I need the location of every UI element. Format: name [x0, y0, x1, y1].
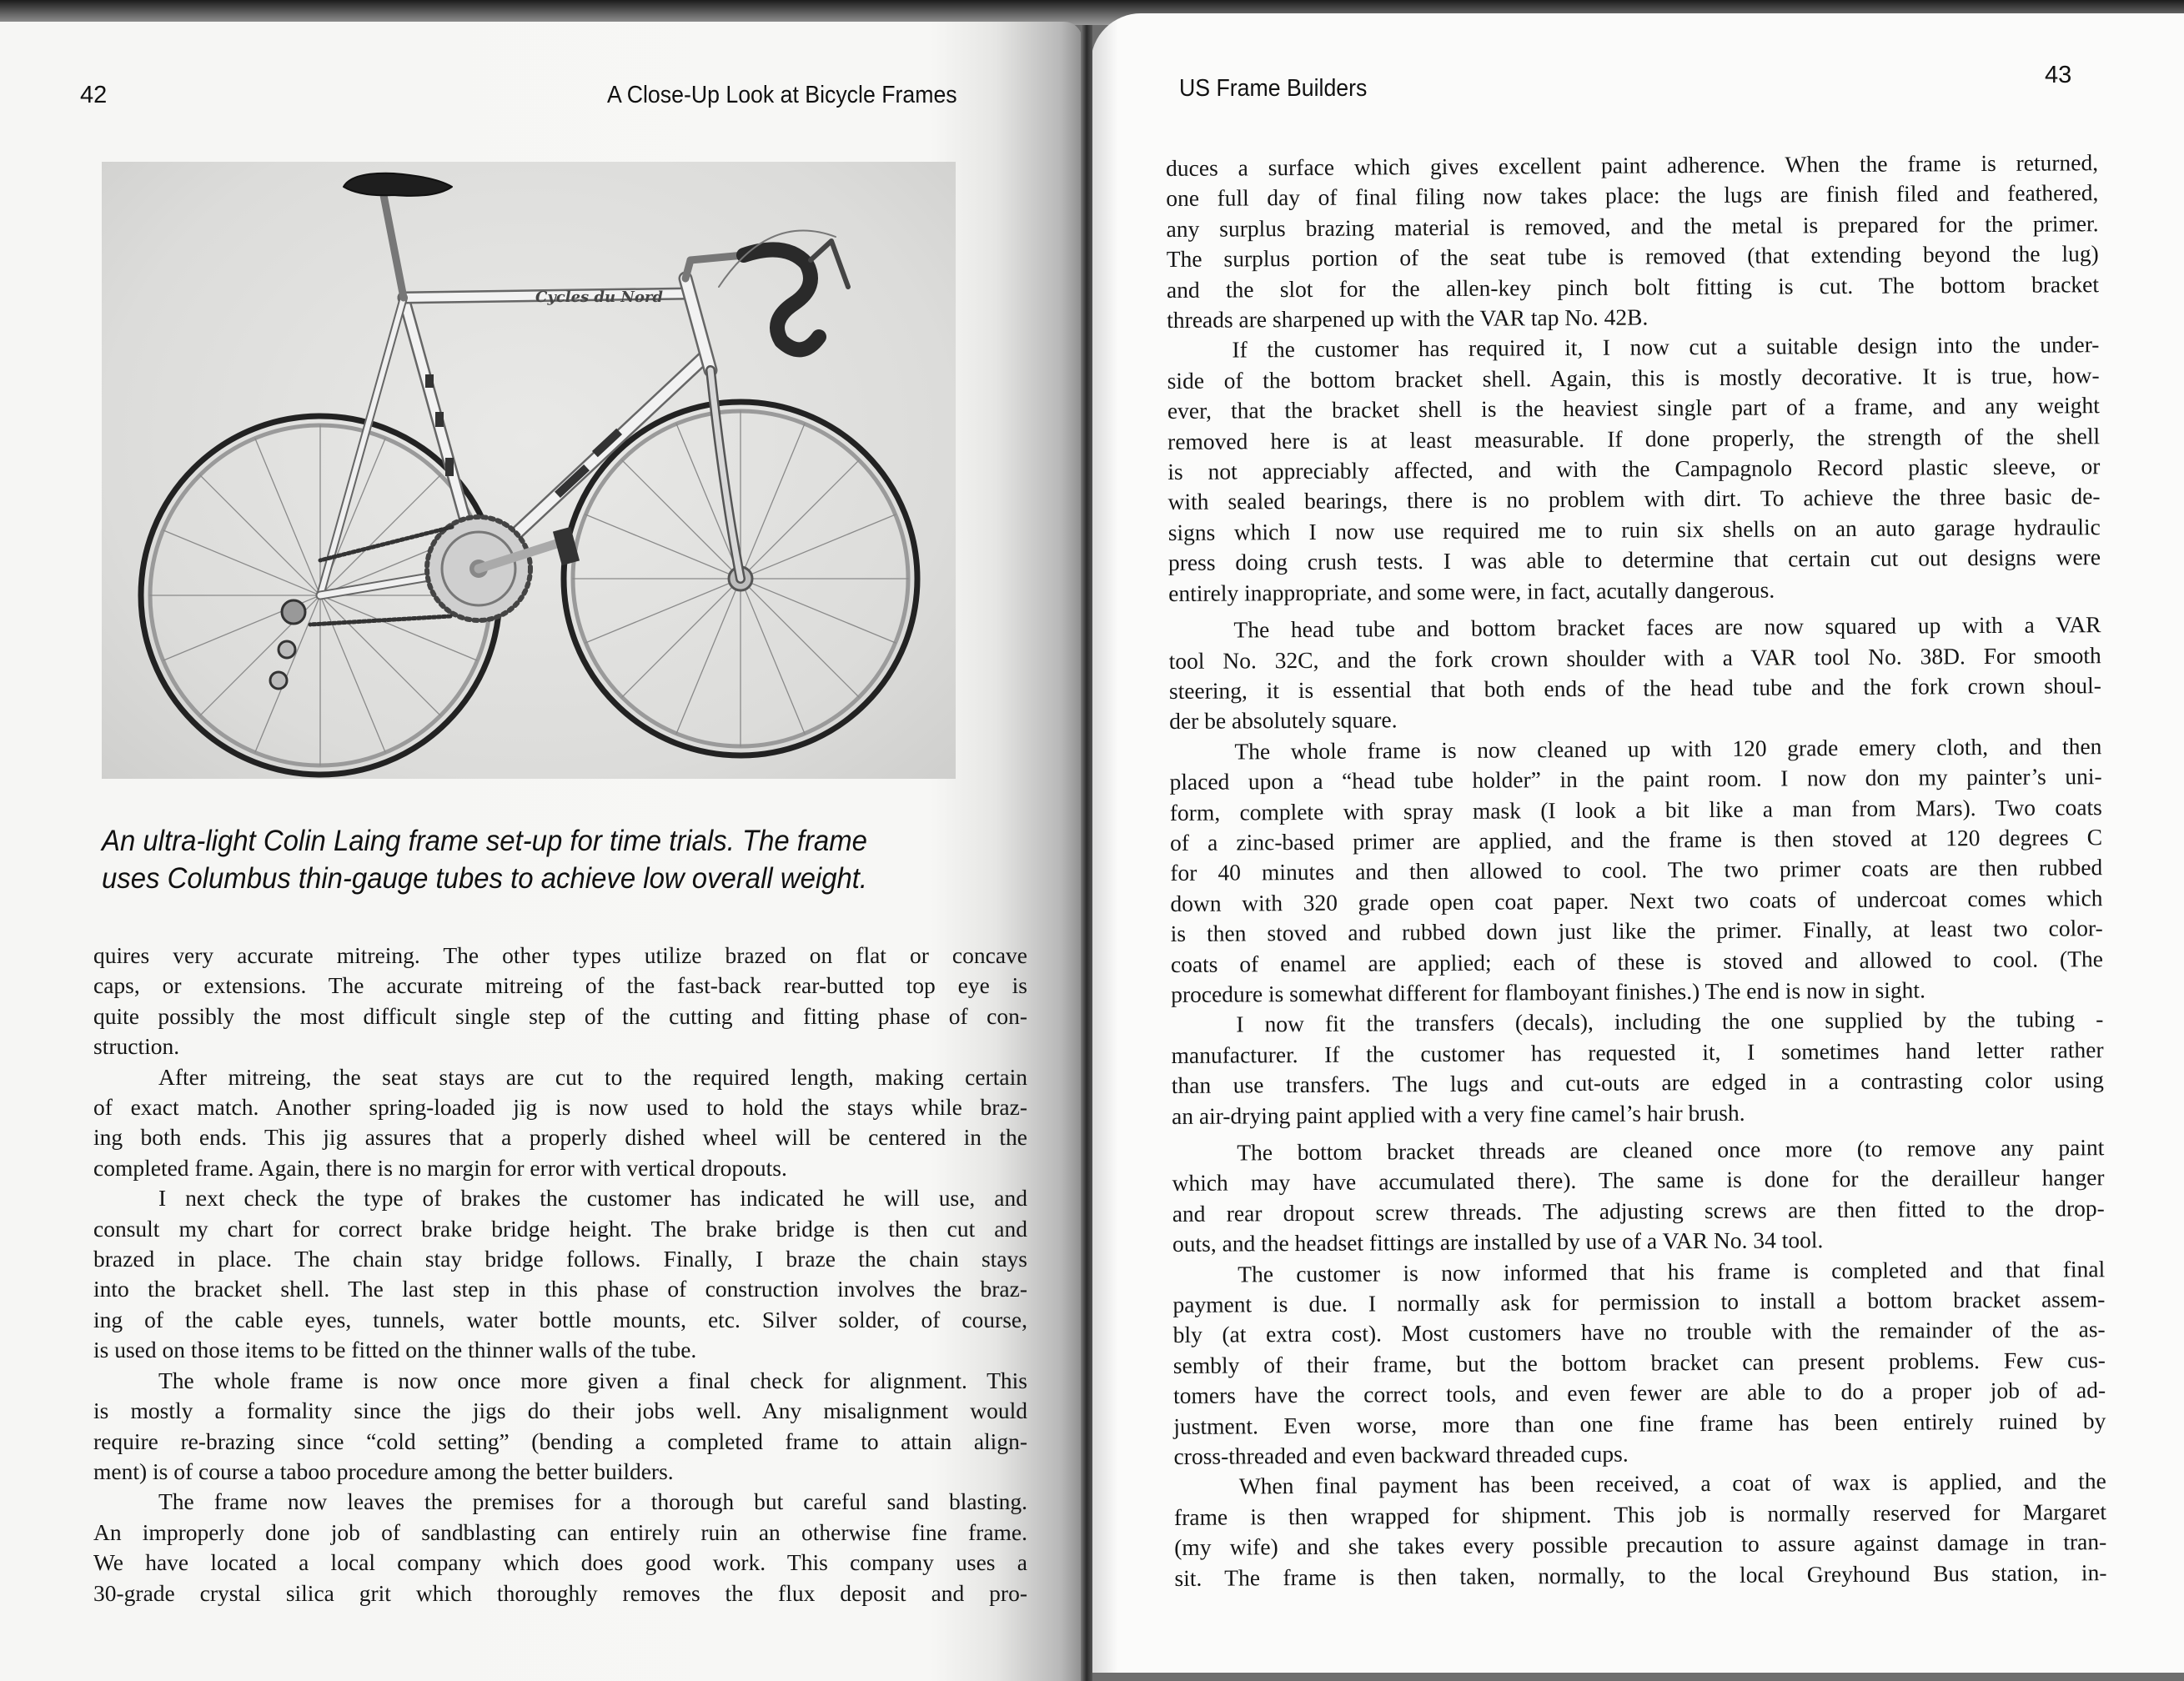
text-line: press doing crush tests. I was able to determine that certain cut out designs were: [1167, 544, 2101, 576]
paragraph: [1166, 148, 2099, 335]
text-line: sembly of their frame, but the bottom bracket can present problems. Few cus-: [1172, 1346, 2106, 1378]
caption-line: uses Columbus thin-gauge tubes to achieve low overall weight.: [102, 862, 868, 895]
paragraph: [1172, 1254, 2106, 1473]
text-line: require re-brazing since “cold setting” (bending a completed frame to attain align-: [93, 1428, 1027, 1454]
text-line: form, complete with spray mask (I look a bit like a man from Mars). Two coats: [1169, 793, 2102, 825]
text-line: outs, and the headset fittings are installed by use of a VAR No. 34 tool.: [1172, 1227, 1824, 1257]
running-head: A Close-Up Look at Bicycle Frames: [607, 82, 957, 108]
text-line: ever, that the bracket shell is the heaviest single part of a frame, and any weight: [1167, 392, 2100, 424]
text-line: quires very accurate mitreing. The other types utilize brazed on flat or concave: [93, 942, 1027, 968]
text-line: consult my chart for correct brake bridge height. The brake bridge is then cut and: [93, 1215, 1027, 1242]
text-line: sit. The frame is then taken, normally, to the local Greyhound Bus station, in-: [1174, 1558, 2107, 1591]
paragraph: [93, 1062, 1027, 1184]
text-line: threads are sharpened up with the VAR tap No. 42B.: [1167, 304, 1649, 334]
left-page-body-text: [93, 941, 1027, 1608]
pedal: [553, 527, 580, 565]
figure-caption: [102, 822, 948, 897]
text-line: entirely inappropriate, and some were, in fact, acutally dangerous.: [1168, 576, 1775, 606]
text-line: If the customer has required it, I now cut a suitable design into the under-: [1232, 331, 2100, 363]
text-line: signs which I now use required me to ruin six shells on an auto garage hydraulic: [1167, 514, 2101, 545]
text-line: After mitreing, the seat stays are cut to the required length, making certain: [158, 1063, 1027, 1090]
text-line: is mostly a formality since the jigs do their jobs well. Any misalignment would: [93, 1397, 1027, 1424]
book-gutter: [1081, 25, 1092, 1681]
text-line: ing both ends. This jig assures that a properly dished wheel will be centered in the: [93, 1124, 1027, 1151]
text-line: is not appreciably affected, and with the Campagnolo Record plastic sleeve, or: [1167, 453, 2101, 485]
text-line: manufacturer. If the customer has requested it, I sometimes hand letter rather: [1171, 1036, 2104, 1068]
text-line: quite possibly the most difficult single step of the cutting and fitting phase of con-: [93, 1002, 1027, 1029]
paragraph: [1168, 610, 2101, 736]
text-line: (my wife) and she takes every possible precaution to assure against damage in tran-: [1174, 1528, 2107, 1561]
text-line: an air-drying paint applied with a very fine camel’s hair brush.: [1171, 1099, 1745, 1129]
text-line: any surplus brazing material is removed, and the metal is prepared for the primer.: [1166, 209, 2099, 242]
text-line: cross-threaded and even backward threaded cups.: [1173, 1440, 1629, 1470]
text-line: The whole frame is now once more given a final check for alignment. This: [158, 1367, 1027, 1393]
paragraph: [93, 941, 1027, 1062]
text-line: coats of enamel are applied; each of these is stoved and allowed to cool. (The: [1170, 945, 2104, 977]
text-line: completed frame. Again, there is no margin for error with vertical dropouts.: [93, 1154, 787, 1181]
text-line: ing of the cable eyes, tunnels, water bottle mounts, etc. Silver solder, of course,: [93, 1306, 1027, 1332]
saddle: [344, 173, 452, 196]
text-line: frame is then wrapped for shipment. This job is normally reserved for Margaret: [1173, 1498, 2107, 1530]
text-line: bly (at extra cost). Most customers have no trouble with the remainder of the as-: [1172, 1316, 2106, 1348]
text-line: I now fit the transfers (decals), including the one supplied by the tubing -: [1236, 1006, 2104, 1037]
text-line: justment. Even worse, more than one fine frame has been entirely ruined by: [1173, 1407, 2106, 1439]
text-line: brazed in place. The chain stay bridge follows. Finally, I braze the chain stays: [93, 1246, 1027, 1272]
text-line: procedure is somewhat different for flamboyant finishes.) The end is now in sight.: [1171, 976, 1925, 1007]
bicycle-photo: [102, 162, 956, 779]
text-line: one full day of final filing now takes place: the lugs are finish filed and feathered,: [1166, 179, 2099, 212]
text-line: which may have accumulated there). The same is done for the derailleur hanger: [1172, 1164, 2105, 1197]
bicycle-illustration: [102, 162, 956, 779]
text-line: of exact match. Another spring-loaded jig is now used to hold the stays while braz-: [93, 1094, 1027, 1121]
text-line: duces a surface which gives excellent paint adherence. When the frame is returned,: [1166, 149, 2099, 181]
paragraph: [1167, 330, 2101, 609]
caption-line: An ultra-light Colin Laing frame set-up for time trials. The frame: [102, 825, 867, 857]
text-line: The bottom bracket threads are cleaned once more (to remove any paint: [1237, 1134, 2105, 1166]
paragraph: [1169, 731, 2103, 1010]
text-line: for 40 minutes and then allowed to cool. The two primer coats are then rubbed: [1170, 854, 2103, 886]
text-line: and rear dropout screw threads. The adjusting screws are then fitted to the drop-: [1172, 1194, 2105, 1227]
text-line: struction.: [93, 1033, 180, 1060]
page-number: 43: [2045, 62, 2072, 88]
text-line: removed here is at least measurable. If done properly, the strength of the shell: [1167, 422, 2101, 454]
text-line: I next check the type of brakes the customer has indicated he will use, and: [158, 1185, 1027, 1212]
text-line: tool No. 32C, and the fork crown shoulder with a VAR tool No. 38D. For smooth: [1168, 641, 2101, 674]
text-line: of a zinc-based primer are applied, and the frame is then stoved at 120 degrees C: [1169, 824, 2103, 856]
text-line: The frame now leaves the premises for a thorough but careful sand blasting.: [158, 1488, 1027, 1515]
text-line: tomers have the correct tools, and even fewer are able to do a proper job of ad-: [1173, 1377, 2106, 1409]
text-line: is then stoved and rubbed down just like the primer. Finally, at least two color-: [1170, 915, 2103, 947]
text-line: steering, it is essential that both ends of the head tube and the fork crown shoul-: [1168, 672, 2102, 704]
text-line: 30-grade crystal silica grit which thoroughly removes the flux deposit and pro-: [93, 1579, 1027, 1606]
text-line: with sealed bearings, there is no problem with dirt. To achieve the three basic de-: [1167, 483, 2101, 515]
right-page-body-text: [1166, 148, 2107, 1593]
text-line: payment is due. I normally ask for permission to install a bottom bracket assem-: [1172, 1286, 2106, 1318]
text-line: caps, or extensions. The accurate mitreing of the fast-back rear-butted top eye is: [93, 972, 1027, 999]
text-line: than use transfers. The lugs and cut-outs are edged in a contrasting color using: [1171, 1066, 2104, 1099]
text-line: side of the bottom bracket shell. Again, this is mostly decorative. It is true, how-: [1167, 362, 2100, 394]
page-number: 42: [80, 82, 108, 108]
text-line: When final payment has been received, a coat of wax is applied, and the: [1238, 1468, 2106, 1499]
text-line: down with 320 grade open coat paper. Next two coats of undercoat comes which: [1170, 884, 2103, 916]
handlebar: [744, 249, 819, 349]
text-line: into the bracket shell. The last step in this phase of construction involves the braz-: [93, 1276, 1027, 1302]
bicycle-frame: [320, 195, 744, 595]
top-tube-decal: Cycles du Nord: [535, 289, 663, 306]
text-line: der be absolutely square.: [1169, 706, 1398, 735]
running-head: US Frame Builders: [1179, 75, 1368, 102]
paragraph: [93, 1183, 1027, 1365]
text-line: An improperly done job of sandblasting can entirely ruin an otherwise fine frame.: [93, 1518, 1027, 1545]
text-line: The head tube and bottom bracket faces are now squared up with a VAR: [1233, 611, 2101, 643]
paragraph: [1172, 1132, 2105, 1259]
text-line: ment) is of course a taboo procedure among the better builders.: [93, 1458, 674, 1484]
paragraph: [93, 1487, 1027, 1608]
text-line: The surplus portion of the seat tube is removed (that extending beyond the lug): [1166, 240, 2099, 273]
text-line: The customer is now informed that his frame is completed and that final: [1238, 1255, 2106, 1287]
paragraph: [1171, 1005, 2104, 1132]
paragraph: [93, 1366, 1027, 1488]
text-line: The whole frame is now cleaned up with 120 grade emery cloth, and then: [1234, 732, 2102, 765]
text-line: and the slot for the allen-key pinch bolt fitting is cut. The bottom bracket: [1166, 270, 2100, 303]
text-line: is used on those items to be fitted on the thinner walls of the tube.: [93, 1337, 697, 1363]
text-line: We have located a local company which does good work. This company uses a: [93, 1549, 1027, 1576]
paragraph: [1174, 1467, 2107, 1593]
text-line: placed upon a “head tube holder” in the paint room. I now don my painter’s uni-: [1169, 763, 2102, 795]
